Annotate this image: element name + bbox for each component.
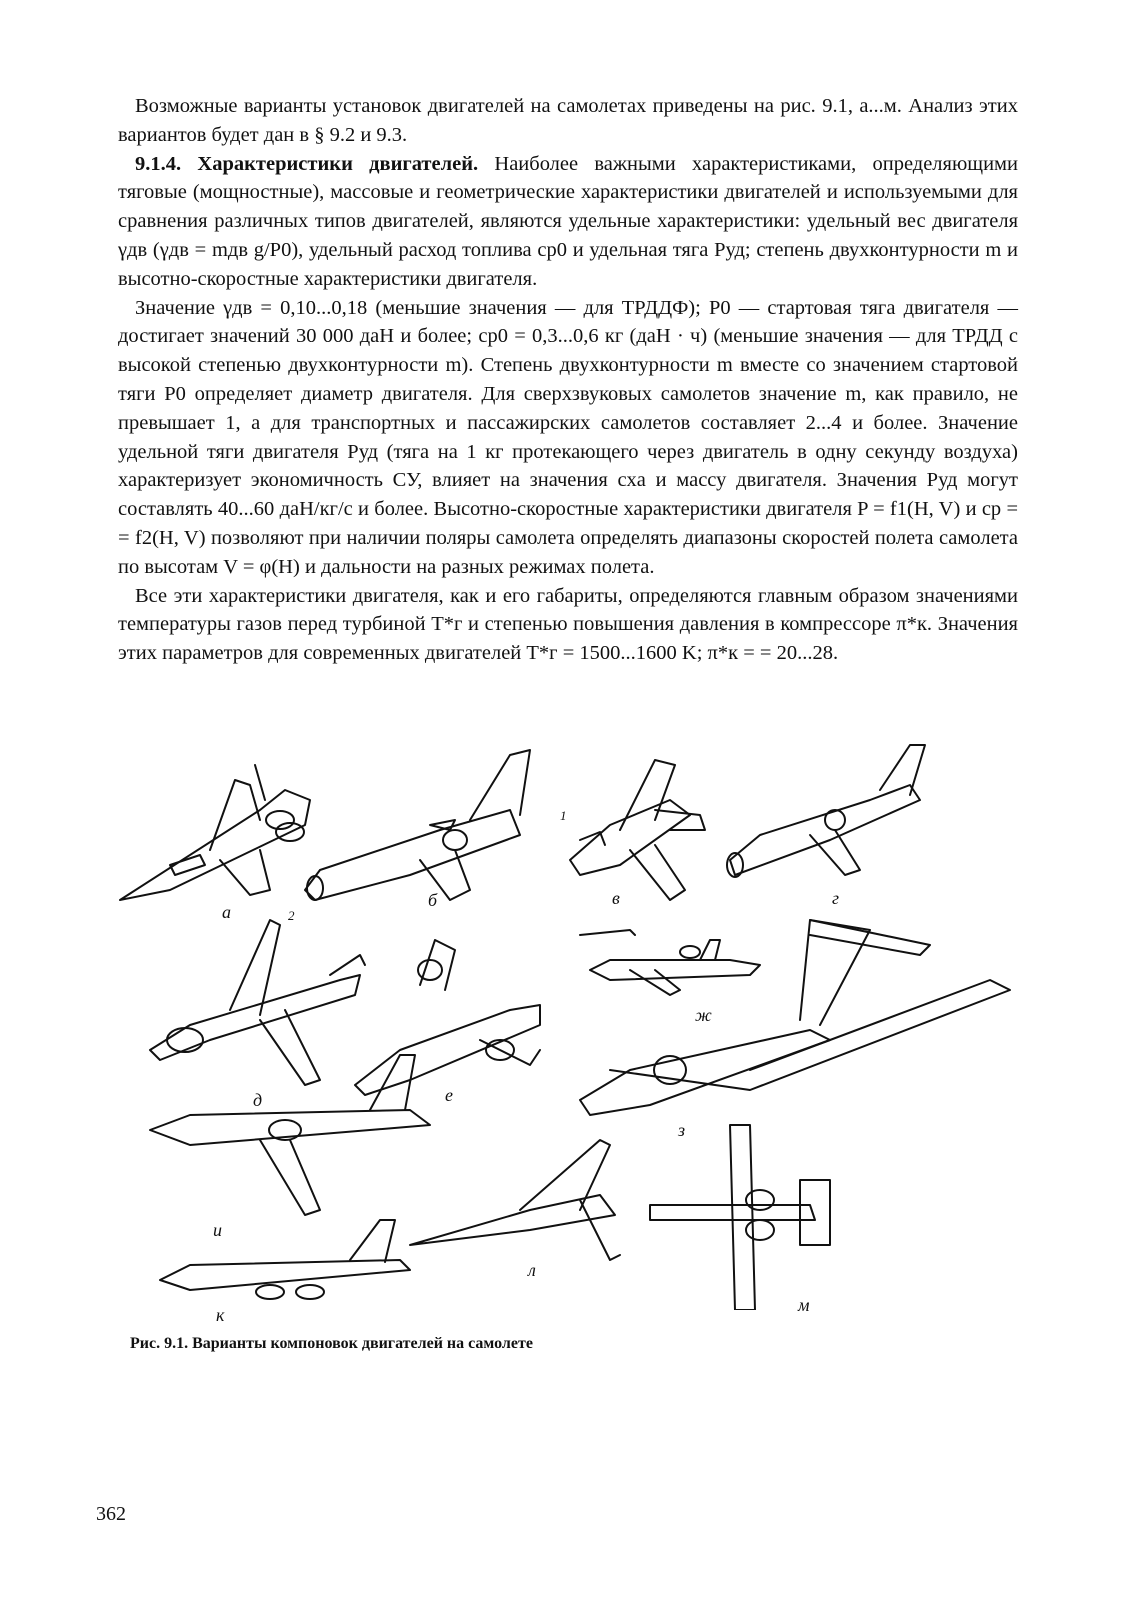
label-v: в — [612, 888, 620, 908]
aircraft-a-drawing — [120, 765, 310, 900]
figure-engine-layouts — [110, 740, 1030, 1325]
label-m: м — [798, 1295, 810, 1315]
section-number: 9.1.4. — [135, 152, 182, 175]
aircraft-e-drawing — [355, 940, 540, 1095]
paragraph-temperature: Все эти характеристики двигателя, как и его габариты, определяются главным образом значениями температуры газов перед турбиной T*г и степенью повышения давления в компрессоре π*к. Значения этих параметров для современных двигателей T*г = 1500...1600 K; π*к = = 20...28. — [118, 584, 1018, 665]
label-zh: ж — [695, 1005, 712, 1025]
label-num-1: 1 — [560, 808, 567, 823]
paragraph-values: Значение γдв = 0,10...0,18 (меньшие значения — для ТРДДФ); P0 — стартовая тяга двигателя — достигает значений 30 000 даН и более; cp0 = 0,3...0,6 кг (даН · ч) (меньшие значения — для ТРДД с высокой степенью двухконтурности m). Степень двухконтурности m вместе со значением стартовой тяги P0 определяет диаметр двигателя. Для сверхзвуковых самолетов значение m, как правило, не превышает 1, а для транспортных и пассажирских самолетов составляет 2...4 и более. Значение удельной тяги двигателя Pуд (тяга на 1 кг протекающего через двигатель в одну секунду воздуха) характеризует экономичность СУ, влияет на значения cxa и массу двигателя. Значения Pуд могут составлять 40...60 даН/кг/с и более. Высотно-скоростные характеристики двигателя P = f1(H, V) и cp = = f2(H, V) позволяют при наличии поляры самолета определять диапазоны скоростей полета самолета по высотам V = φ(H) и дальности на разных режимах полета. — [118, 296, 1019, 578]
aircraft-g-drawing — [727, 745, 925, 877]
label-l: л — [528, 1260, 536, 1280]
label-g: г — [832, 888, 840, 908]
aircraft-b-drawing — [305, 750, 530, 900]
label-z: з — [678, 1120, 686, 1140]
aircraft-k-drawing — [160, 1220, 410, 1299]
section-body: Наиболее важными характеристиками, определяющими тяговые (мощностные), массовые и геометрические характеристики двигателей и используемыми для сравнения различных типов двигателей, являются удельные характеристики: удельный вес двигателя γдв (γдв = mдв g/P0), удельный расход топлива cp0 и удельная тяга Pуд; степень двухконтурности m и высотно-скоростные характеристики двигателя. — [118, 152, 1018, 290]
aircraft-m-drawing — [650, 1125, 830, 1310]
label-e: е — [445, 1085, 453, 1105]
aircraft-zh-drawing — [580, 930, 760, 995]
label-a: а — [222, 902, 231, 922]
aircraft-v-drawing — [570, 760, 705, 900]
aircraft-i-drawing — [150, 1055, 430, 1215]
label-b: б — [428, 890, 438, 910]
figure-caption: Рис. 9.1. Варианты компоновок двигателей на самолете — [130, 1335, 533, 1352]
label-k: к — [216, 1305, 225, 1325]
paragraph-section-9-1-4 — [118, 150, 1018, 294]
aircraft-z-drawing — [580, 920, 1010, 1115]
label-i: и — [213, 1220, 222, 1240]
label-num-2: 2 — [288, 908, 295, 923]
aircraft-l-drawing — [410, 1140, 620, 1260]
label-d: д — [253, 1090, 263, 1110]
page-number: 362 — [96, 1503, 126, 1525]
paragraph-intro: Возможные варианты установок двигателей на самолетах приведены на рис. 9.1, а...м. Анализ этих вариантов будет дан в § 9.2 и 9.3. — [118, 95, 1018, 146]
section-title: Характеристики двигателей. — [197, 152, 479, 175]
aircraft-drawings — [110, 740, 1030, 1310]
aircraft-d-drawing — [150, 920, 365, 1085]
body-text — [118, 92, 1018, 668]
